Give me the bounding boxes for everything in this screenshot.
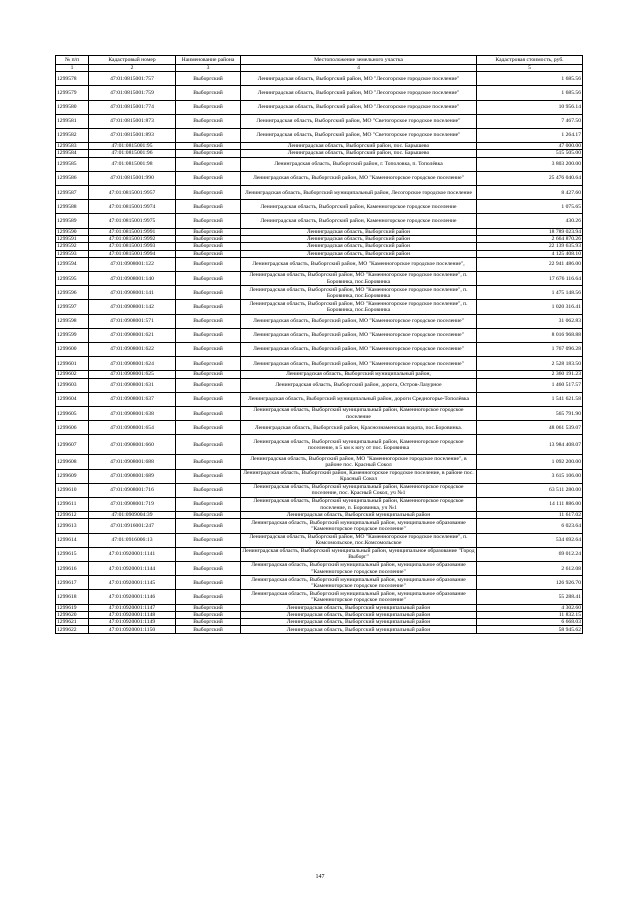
table-row: [56, 407, 583, 421]
table-row: [56, 455, 583, 469]
district-cell: Выборгский: [176, 407, 241, 421]
district-cell: Выборгский: [176, 143, 241, 150]
cadastral-value-cell: 63 511 280.00: [477, 483, 583, 497]
row-number-cell: 1299590: [56, 228, 89, 235]
row-number-cell: 1299580: [56, 100, 89, 114]
cadastral-number-cell: 47:01:0815001:95: [89, 143, 176, 150]
cadastral-number-cell: 47:01:0908001:621: [89, 328, 176, 342]
cadastral-value-cell: 58 945.62: [477, 626, 583, 633]
row-number-cell: 1299613: [56, 519, 89, 533]
row-number-cell: 1299608: [56, 455, 89, 469]
table-row: [56, 519, 583, 533]
district-cell: Выборгский: [176, 435, 241, 455]
location-cell: Ленинградская область, Выборгский район, МО "Лесогорское городское поселение": [241, 72, 477, 86]
header-district-name: Наименование района: [176, 56, 241, 65]
cadastral-number-cell: 47:01:0920001:1144: [89, 562, 176, 576]
table-row: [56, 243, 583, 250]
cadastral-value-cell: 1 475 148.56: [477, 286, 583, 300]
row-number-cell: 1299620: [56, 611, 89, 618]
location-cell: Ленинградская область, Выборгский муниципальный район, Лесогорское городское поселение: [241, 186, 477, 200]
district-cell: Выборгский: [176, 100, 241, 114]
district-cell: Выборгский: [176, 626, 241, 633]
location-cell: Ленинградская область, Выборгский район, МО "Каменногорское городское поселение", п. Боровинка, пос.Боровинка: [241, 286, 477, 300]
row-number-cell: 1299587: [56, 186, 89, 200]
location-cell: Ленинградская область, Выборгский муниципальный район, Каменногорское городское поселение, в 5 км к югу от пос. Боровинка: [241, 435, 477, 455]
table-row: [56, 300, 583, 314]
cadastral-number-cell: 47:01:0815001:96: [89, 150, 176, 157]
cadastral-number-cell: 47:01:0815001:759: [89, 86, 176, 100]
district-cell: Выборгский: [176, 392, 241, 406]
column-number-row: [56, 65, 583, 72]
cadastral-value-cell: 534 692.64: [477, 533, 583, 547]
column-number: 5: [477, 65, 583, 72]
cadastral-value-cell: 10 956.14: [477, 100, 583, 114]
cadastral-number-cell: 47:01:0815001:98: [89, 157, 176, 171]
district-cell: Выборгский: [176, 469, 241, 483]
cadastral-number-cell: 47:01:0815001:9975: [89, 214, 176, 228]
header-cadastral-number: Кадастровый номер: [89, 56, 176, 65]
table-row: [56, 562, 583, 576]
row-number-cell: 1299607: [56, 435, 89, 455]
cadastral-value-cell: 11 832.15: [477, 611, 583, 618]
table-row: [56, 143, 583, 150]
table-row: [56, 512, 583, 519]
table-row: [56, 235, 583, 242]
location-cell: Ленинградская область, Выборгский район, Каменногорское городское поселение, в районе пос. Красный Сокол: [241, 469, 477, 483]
row-number-cell: 1299591: [56, 235, 89, 242]
district-cell: Выборгский: [176, 86, 241, 100]
cadastral-value-cell: 2 528 183.50: [477, 357, 583, 371]
column-number: 4: [241, 65, 477, 72]
cadastral-number-cell: 47:01:0815001:9994: [89, 250, 176, 257]
cadastral-value-cell: 1 020 316.41: [477, 300, 583, 314]
district-cell: Выборгский: [176, 483, 241, 497]
table-row: [56, 157, 583, 171]
district-cell: Выборгский: [176, 228, 241, 235]
cadastral-number-cell: 47:01:0815001:774: [89, 100, 176, 114]
district-cell: Выборгский: [176, 562, 241, 576]
location-cell: Ленинградская область, Выборгский муниципальный район, муниципальное образование "Каменногорское городское поселение": [241, 576, 477, 590]
row-number-cell: 1299616: [56, 562, 89, 576]
cadastral-value-cell: 22 941 486.00: [477, 257, 583, 271]
row-number-cell: 1299614: [56, 533, 89, 547]
table-row: [56, 392, 583, 406]
district-cell: Выборгский: [176, 200, 241, 214]
table-row: [56, 114, 583, 128]
column-number: 3: [176, 65, 241, 72]
district-cell: Выборгский: [176, 150, 241, 157]
cadastral-value-cell: 6 023.64: [477, 519, 583, 533]
location-cell: Ленинградская область, Выборгский муниципальный район: [241, 611, 477, 618]
cadastral-value-cell: 1 541 621.58: [477, 392, 583, 406]
row-number-cell: 1299588: [56, 200, 89, 214]
row-number-cell: 1299600: [56, 342, 89, 356]
cadastral-value-cell: 14 111 886.00: [477, 497, 583, 511]
location-cell: Ленинградская область, Выборгский район, Краснознаменская водопа, пос.Боровинка.: [241, 421, 477, 435]
table-row: [56, 150, 583, 157]
row-number-cell: 1299618: [56, 590, 89, 604]
table-row: [56, 611, 583, 618]
district-cell: Выборгский: [176, 314, 241, 328]
cadastral-number-cell: 47:01:0908001:638: [89, 407, 176, 421]
cadastral-number-cell: 47:01:0908001:140: [89, 272, 176, 286]
location-cell: Ленинградская область, Выборгский район, МО "Светогорское городское поселение": [241, 128, 477, 142]
cadastral-number-cell: 47:01:0908001:654: [89, 421, 176, 435]
cadastral-number-cell: 47:01:0908001:571: [89, 314, 176, 328]
table-row: [56, 483, 583, 497]
table-row: [56, 286, 583, 300]
district-cell: Выборгский: [176, 378, 241, 392]
cadastral-value-cell: 2 664 870.26: [477, 235, 583, 242]
district-cell: Выборгский: [176, 328, 241, 342]
cadastral-number-cell: 47:01:0916006:13: [89, 533, 176, 547]
cadastral-value-cell: 11 617.02: [477, 512, 583, 519]
row-number-cell: 1299603: [56, 378, 89, 392]
district-cell: Выборгский: [176, 604, 241, 611]
cadastral-value-cell: 1 685.56: [477, 72, 583, 86]
table-row: [56, 214, 583, 228]
header-row-number: № п/п: [56, 56, 89, 65]
cadastral-value-cell: 1 460 517.57: [477, 378, 583, 392]
district-cell: Выборгский: [176, 250, 241, 257]
row-number-cell: 1299586: [56, 171, 89, 185]
district-cell: Выборгский: [176, 455, 241, 469]
cadastral-number-cell: 47:01:0815001:757: [89, 72, 176, 86]
location-cell: Ленинградская область, Выборгский муниципальный район, Каменногорское городское поселение: [241, 407, 477, 421]
location-cell: Ленинградская область, Выборгский район, пос. Барышево: [241, 143, 477, 150]
row-number-cell: 1299610: [56, 483, 89, 497]
cadastral-number-cell: 47:01:0916001:247: [89, 519, 176, 533]
row-number-cell: 1299621: [56, 619, 89, 626]
row-number-cell: 1299599: [56, 328, 89, 342]
location-cell: Ленинградская область, Выборгский муниципальный район: [241, 604, 477, 611]
location-cell: Ленинградская область, Выборгский район, МО "Лесогорское городское поселение": [241, 100, 477, 114]
district-cell: Выборгский: [176, 128, 241, 142]
cadastral-value-cell: 8 016 968.88: [477, 328, 583, 342]
table-row: [56, 378, 583, 392]
cadastral-value-cell: 4 125 408.10: [477, 250, 583, 257]
cadastral-value-cell: 515 505.00: [477, 150, 583, 157]
cadastral-number-cell: 47:01:0908001:689: [89, 469, 176, 483]
row-number-cell: 1299594: [56, 257, 89, 271]
row-number-cell: 1299619: [56, 604, 89, 611]
cadastral-value-cell: 1 264.17: [477, 128, 583, 142]
row-number-cell: 1299578: [56, 72, 89, 86]
cadastral-value-cell: 6 668.03: [477, 619, 583, 626]
table-row: [56, 626, 583, 633]
district-cell: Выборгский: [176, 357, 241, 371]
cadastral-value-cell: 1 685.56: [477, 86, 583, 100]
cadastral-number-cell: 47:01:0815001:9957: [89, 186, 176, 200]
cadastral-number-cell: 47:01:0920001:1141: [89, 547, 176, 561]
cadastral-number-cell: 47:01:0908001:660: [89, 435, 176, 455]
cadastral-number-cell: 47:01:0920001:1147: [89, 604, 176, 611]
district-cell: Выборгский: [176, 497, 241, 511]
table-row: [56, 547, 583, 561]
district-cell: Выборгский: [176, 114, 241, 128]
district-cell: Выборгский: [176, 547, 241, 561]
cadastral-number-cell: 47:01:0815001:893: [89, 128, 176, 142]
location-cell: Ленинградская область, Выборгский муниципальный район, Каменногорское городское поселение, пос. Красный Сокол, уч №1: [241, 483, 477, 497]
cadastral-number-cell: 47:01:0908001:142: [89, 300, 176, 314]
cadastral-number-cell: 47:01:0920001:1148: [89, 611, 176, 618]
district-cell: Выборгский: [176, 286, 241, 300]
cadastral-number-cell: 47:01:0815001:9993: [89, 243, 176, 250]
cadastral-value-cell: 18 789 023.94: [477, 228, 583, 235]
row-number-cell: 1299605: [56, 407, 89, 421]
cadastral-value-cell: 2 612.08: [477, 562, 583, 576]
district-cell: Выборгский: [176, 300, 241, 314]
table-row: [56, 328, 583, 342]
cadastral-value-cell: 48 061 539.07: [477, 421, 583, 435]
cadastral-value-cell: 22 139 635.93: [477, 243, 583, 250]
cadastral-number-cell: 47:01:0908001:631: [89, 378, 176, 392]
location-cell: Ленинградская область, Выборгский район, пос. Барышево: [241, 150, 477, 157]
location-cell: Ленинградская область, Выборгский район: [241, 250, 477, 257]
cadastral-number-cell: 47:01:0908001:719: [89, 497, 176, 511]
table-row: [56, 497, 583, 511]
row-number-cell: 1299602: [56, 371, 89, 378]
table-row: [56, 314, 583, 328]
table-row: [56, 619, 583, 626]
cadastral-value-cell: 1 075.65: [477, 200, 583, 214]
location-cell: Ленинградская область, Выборгский район, дорога, Остров-Лазурное: [241, 378, 477, 392]
location-cell: Ленинградская область, Выборгский район, МО "Каменногорское городское поселение",: [241, 257, 477, 271]
district-cell: Выборгский: [176, 371, 241, 378]
table-row: [56, 100, 583, 114]
cadastral-value-cell: 1 092 200.00: [477, 455, 583, 469]
cadastral-value-cell: 2 360 191.23: [477, 371, 583, 378]
location-cell: Ленинградская область, Выборгский район: [241, 243, 477, 250]
row-number-cell: 1299585: [56, 157, 89, 171]
row-number-cell: 1299615: [56, 547, 89, 561]
location-cell: Ленинградская область, Выборгский район, МО "Каменногорское городское поселение": [241, 314, 477, 328]
district-cell: Выборгский: [176, 157, 241, 171]
location-cell: Ленинградская область, Выборгский район, МО "Каменногорское городское поселение", п. Комсомольское, пос.Комсомольское: [241, 533, 477, 547]
row-number-cell: 1299592: [56, 243, 89, 250]
cadastral-number-cell: 47:01:0908001:622: [89, 342, 176, 356]
district-cell: Выборгский: [176, 171, 241, 185]
district-cell: Выборгский: [176, 576, 241, 590]
table-row: [56, 604, 583, 611]
cadastral-value-cell: 1 767 096.28: [477, 342, 583, 356]
district-cell: Выборгский: [176, 519, 241, 533]
cadastral-value-cell: 69 012.24: [477, 547, 583, 561]
district-cell: Выборгский: [176, 533, 241, 547]
cadastral-value-table: [55, 55, 583, 634]
location-cell: Ленинградская область, Выборгский район, МО "Каменногорское городское поселение", п. Боровинка, пос.Боровинка: [241, 272, 477, 286]
district-cell: Выборгский: [176, 619, 241, 626]
header-cadastral-value: Кадастровая стоимость, руб.: [477, 56, 583, 65]
table-row: [56, 72, 583, 86]
table-row: [56, 371, 583, 378]
cadastral-number-cell: 47:01:0920001:1146: [89, 590, 176, 604]
cadastral-number-cell: 47:01:0908001:637: [89, 392, 176, 406]
cadastral-value-cell: 565 791.90: [477, 407, 583, 421]
cadastral-number-cell: 47:01:0908001:688: [89, 455, 176, 469]
cadastral-number-cell: 47:01:0920001:1149: [89, 619, 176, 626]
location-cell: Ленинградская область, Выборгский район: [241, 228, 477, 235]
cadastral-number-cell: 47:01:0815001:9992: [89, 235, 176, 242]
row-number-cell: 1299579: [56, 86, 89, 100]
cadastral-number-cell: 47:01:0908001:141: [89, 286, 176, 300]
district-cell: Выборгский: [176, 611, 241, 618]
column-number: 2: [89, 65, 176, 72]
cadastral-value-cell: 55 288.41: [477, 590, 583, 604]
cadastral-value-cell: 126 926.70: [477, 576, 583, 590]
cadastral-value-cell: 3 803 200.00: [477, 157, 583, 171]
district-cell: Выборгский: [176, 421, 241, 435]
cadastral-number-cell: 47:01:0815001:9974: [89, 200, 176, 214]
district-cell: Выборгский: [176, 342, 241, 356]
row-number-cell: 1299622: [56, 626, 89, 633]
table-row: [56, 257, 583, 271]
location-cell: Ленинградская область, Выборгский район, МО "Светогорское городское поселение": [241, 114, 477, 128]
cadastral-value-cell: 4 302.60: [477, 604, 583, 611]
district-cell: Выборгский: [176, 186, 241, 200]
district-cell: Выборгский: [176, 214, 241, 228]
location-cell: Ленинградская область, Выборгский район, МО "Каменногорское городское поселение", в районе пос. Красный Сокол: [241, 455, 477, 469]
table-row: [56, 469, 583, 483]
cadastral-number-cell: 47:01:0815001:990: [89, 171, 176, 185]
district-cell: Выборгский: [176, 235, 241, 242]
row-number-cell: 1299598: [56, 314, 89, 328]
location-cell: Ленинградская область, Выборгский муниципальный район: [241, 626, 477, 633]
location-cell: Ленинградская область, Выборгский муниципальный район, муниципальное образование "Город Выборг": [242, 548, 475, 561]
row-number-cell: 1299589: [56, 214, 89, 228]
cadastral-value-cell: 8 427.60: [477, 186, 583, 200]
cadastral-value-cell: 7 467.50: [477, 114, 583, 128]
location-cell: Ленинградская область, Выборгский муниципальный район,: [241, 371, 477, 378]
table-row: [56, 576, 583, 590]
location-cell: Ленинградская область, Выборгский район, МО "Каменногорское городское поселение": [241, 342, 477, 356]
cadastral-number-cell: 47:01:0908001:624: [89, 357, 176, 371]
cadastral-value-cell: 47 000.00: [477, 143, 583, 150]
row-number-cell: 1299611: [56, 497, 89, 511]
table-row: [56, 228, 583, 235]
location-cell: Ленинградская область, Выборгский муниципальный район, Каменногорское городское поселение, п. Боровинка, уч №1: [241, 497, 477, 511]
row-number-cell: 1299609: [56, 469, 89, 483]
location-cell: Ленинградская область, Выборгский район, МО "Каменногорское городское поселение": [241, 328, 477, 342]
row-number-cell: 1299593: [56, 250, 89, 257]
location-cell: Ленинградская область, Выборгский муниципальный район, дороги Средногорье-Тополёвка: [241, 392, 477, 406]
row-number-cell: 1299583: [56, 143, 89, 150]
row-number-cell: 1299596: [56, 286, 89, 300]
row-number-cell: 1299584: [56, 150, 89, 157]
cadastral-value-cell: 430.26: [477, 214, 583, 228]
location-cell: Ленинградская область, Выборгский район, МО "Каменногорское городское поселение": [241, 171, 477, 185]
table-row: [56, 86, 583, 100]
cadastral-number-cell: 47:01:0815001:873: [89, 114, 176, 128]
cadastral-number-cell: 47:01:0908001:625: [89, 371, 176, 378]
table-row: [56, 272, 583, 286]
cadastral-number-cell: 47:01:0815001:9991: [89, 228, 176, 235]
cadastral-value-cell: 25 476 040.64: [477, 171, 583, 185]
table-row: [56, 250, 583, 257]
cadastral-number-cell: 47:01:0909004:39: [89, 512, 176, 519]
header-location: Местоположение земельного участка: [241, 56, 477, 65]
cadastral-number-cell: 47:01:0920001:1150: [89, 626, 176, 633]
table-row: [56, 533, 583, 547]
location-cell: Ленинградская область, Выборгский муниципальный район, муниципальное образование "Каменногорское городское поселение": [241, 590, 477, 604]
district-cell: Выборгский: [176, 272, 241, 286]
location-cell: Ленинградская область, Выборгский район, Каменногорское городское поселение: [241, 200, 477, 214]
cadastral-number-cell: 47:01:0908001:716: [89, 483, 176, 497]
table-row: [56, 421, 583, 435]
table-row: [56, 128, 583, 142]
row-number-cell: 1299601: [56, 357, 89, 371]
cadastral-value-cell: 31 062.83: [477, 314, 583, 328]
location-cell: Ленинградская область, Выборгский муниципальный район: [241, 512, 477, 519]
row-number-cell: 1299604: [56, 392, 89, 406]
district-cell: Выборгский: [176, 72, 241, 86]
district-cell: Выборгский: [176, 590, 241, 604]
row-number-cell: 1299617: [56, 576, 89, 590]
column-number: 1: [56, 65, 89, 72]
district-cell: Выборгский: [176, 257, 241, 271]
location-cell: Ленинградская область, Выборгский район: [241, 235, 477, 242]
table-row: [56, 342, 583, 356]
location-cell: Ленинградская область, Выборгский район, г. Тополовка, п. Тополёвка: [241, 157, 477, 171]
location-cell: Ленинградская область, Выборгский муниципальный район, муниципальное образование "Каменногорское городское поселение": [241, 519, 477, 533]
table-row: [56, 186, 583, 200]
cadastral-number-cell: 47:01:0920001:1145: [89, 576, 176, 590]
table-row: [56, 200, 583, 214]
table-row: [56, 435, 583, 455]
cadastral-value-cell: 13 984 408.07: [477, 435, 583, 455]
cadastral-value-cell: 3 615 106.00: [477, 469, 583, 483]
cadastral-number-cell: 47:01:0908001:122: [89, 257, 176, 271]
district-cell: Выборгский: [176, 243, 241, 250]
table-body: [56, 72, 583, 634]
location-cell: Ленинградская область, Выборгский муниципальный район: [241, 619, 477, 626]
table-row: [56, 590, 583, 604]
district-cell: Выборгский: [176, 512, 241, 519]
location-cell: Ленинградская область, Выборгский муниципальный район, муниципальное образование "Каменногорское городское поселение": [241, 562, 477, 576]
page-number: 147: [315, 874, 325, 880]
row-number-cell: 1299582: [56, 128, 89, 142]
row-number-cell: 1299606: [56, 421, 89, 435]
row-number-cell: 1299581: [56, 114, 89, 128]
location-cell: Ленинградская область, Выборгский район, Каменногорское городское поселение: [241, 214, 477, 228]
location-cell: Ленинградская область, Выборгский район, МО "Каменногорское городское поселение", п. Боровинка, пос.Боровинка: [241, 300, 477, 314]
table-row: [56, 357, 583, 371]
location-cell: Ленинградская область, Выборгский район, МО "Каменногорское городское поселение": [241, 357, 477, 371]
row-number-cell: 1299595: [56, 272, 89, 286]
cadastral-value-cell: 17 676 116.64: [477, 272, 583, 286]
table-row: [56, 171, 583, 185]
row-number-cell: 1299597: [56, 300, 89, 314]
header-row: [56, 56, 583, 65]
row-number-cell: 1299612: [56, 512, 89, 519]
location-cell: Ленинградская область, Выборгский район, МО "Лесогорское городское поселение": [241, 86, 477, 100]
